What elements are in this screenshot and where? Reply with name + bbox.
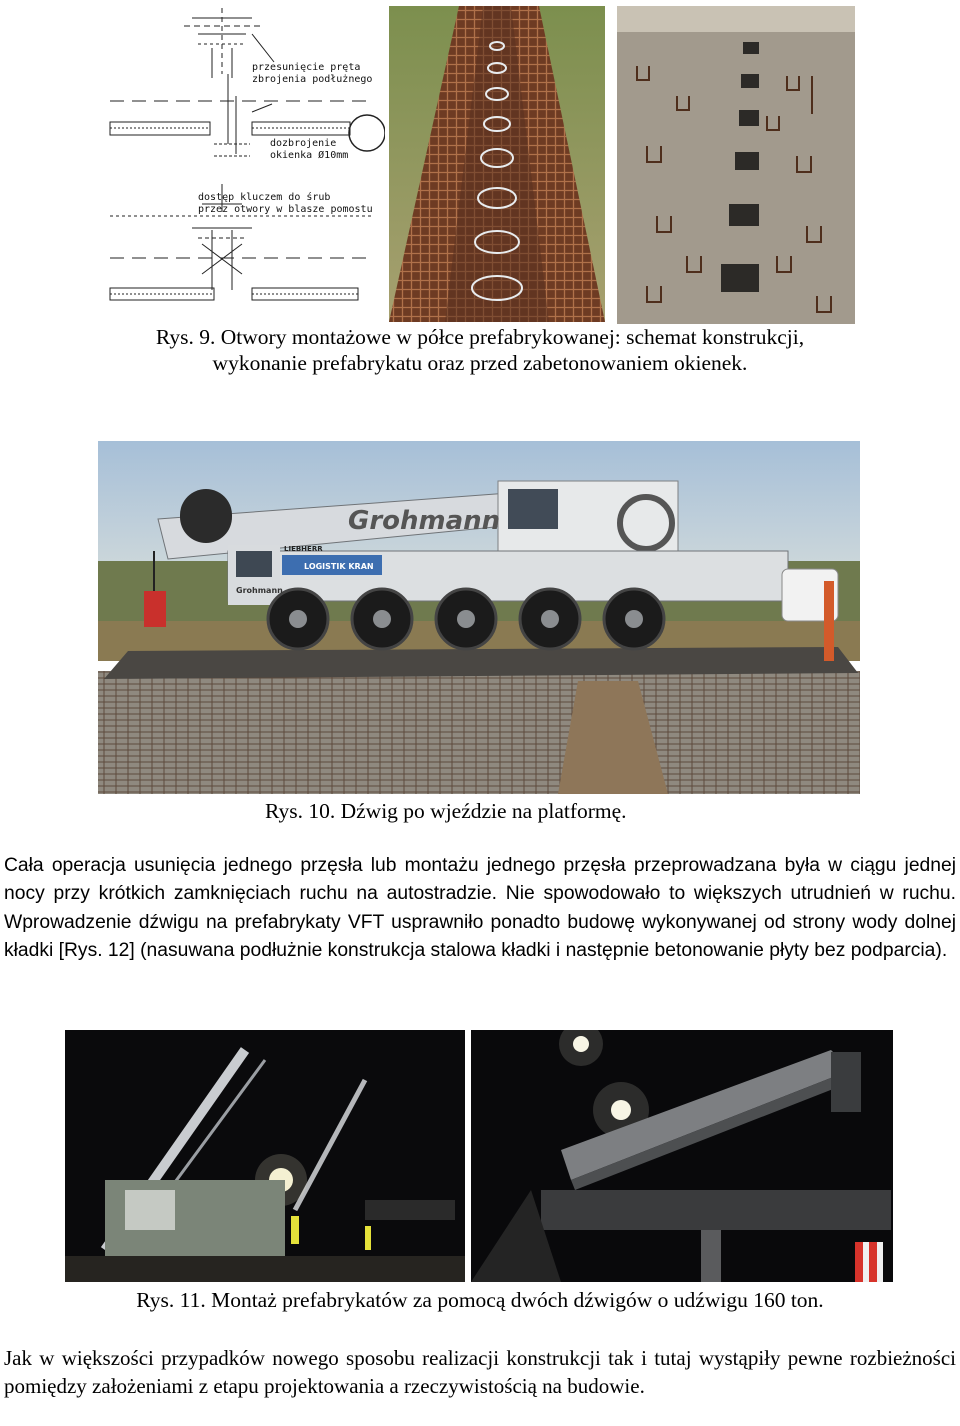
schematic-label: przesunięcie pręta [252, 62, 361, 73]
schematic-label: okienka Ø10mm [270, 150, 349, 161]
caption-line: Rys. 9. Otwory montażowe w półce prefabrykowanej: schemat konstrukcji, [155, 325, 805, 349]
paragraph-1: Cała operacja usunięcia jednego przęsła lub montażu jednego przęsła przeprowadzana była w ciągu jednej nocy przy krótkich zamknięciach ruchu na autostradzie. Nie spowodowało to większych utrudnień w ruchu. Wprowadzenie dźwigu na prefabrykaty VFT usprawniło ponadto budowę wykonywanej od strony wody dolnej kładki [Rys. 12] (nasuwana podłużnie konstrukcja stalowa kładki i następnie betonowanie płyty bez podparcia). [4, 855, 956, 961]
banner-label: LOGISTIK KRAN [304, 562, 374, 571]
schematic-label: dostęp kluczem do śrub [198, 192, 331, 203]
cab-brand: Grohmann [236, 586, 283, 595]
figure-9-photo-windows [617, 6, 855, 324]
figure-10-photo-crane [98, 441, 860, 794]
schematic-label: przez otwory w blasze pomostu [198, 204, 373, 215]
schematic-label: zbrojenia podłużnego [252, 74, 373, 85]
boom-brand: Grohmann [348, 506, 501, 536]
caption-line: wykonanie prefabrykatu oraz przed zabetonowaniem okienek. [212, 351, 748, 375]
maker-label: LIEBHERR [284, 545, 323, 553]
figure-10-caption: Rys. 10. Dźwig po wjeździe na platformę. [265, 799, 627, 823]
figure-9-photo-rebar [389, 6, 605, 322]
paragraph-2: Jak w większości przypadków nowego sposobu realizacji konstrukcji tak i tutaj wystąpiły pewne rozbieżności pomiędzy założeniami z etapu projektowania a rzeczywistością na budowie. [4, 1346, 956, 1399]
schematic-label: dozbrojenie [270, 138, 337, 149]
figure-11-photo-left [65, 1030, 465, 1282]
figure-9-caption [0, 324, 960, 376]
figure-9-schematic [102, 4, 385, 304]
figure-11-caption: Rys. 11. Montaż prefabrykatów za pomocą dwóch dźwigów o udźwigu 160 ton. [136, 1288, 824, 1312]
figure-11-photo-right [471, 1030, 893, 1282]
